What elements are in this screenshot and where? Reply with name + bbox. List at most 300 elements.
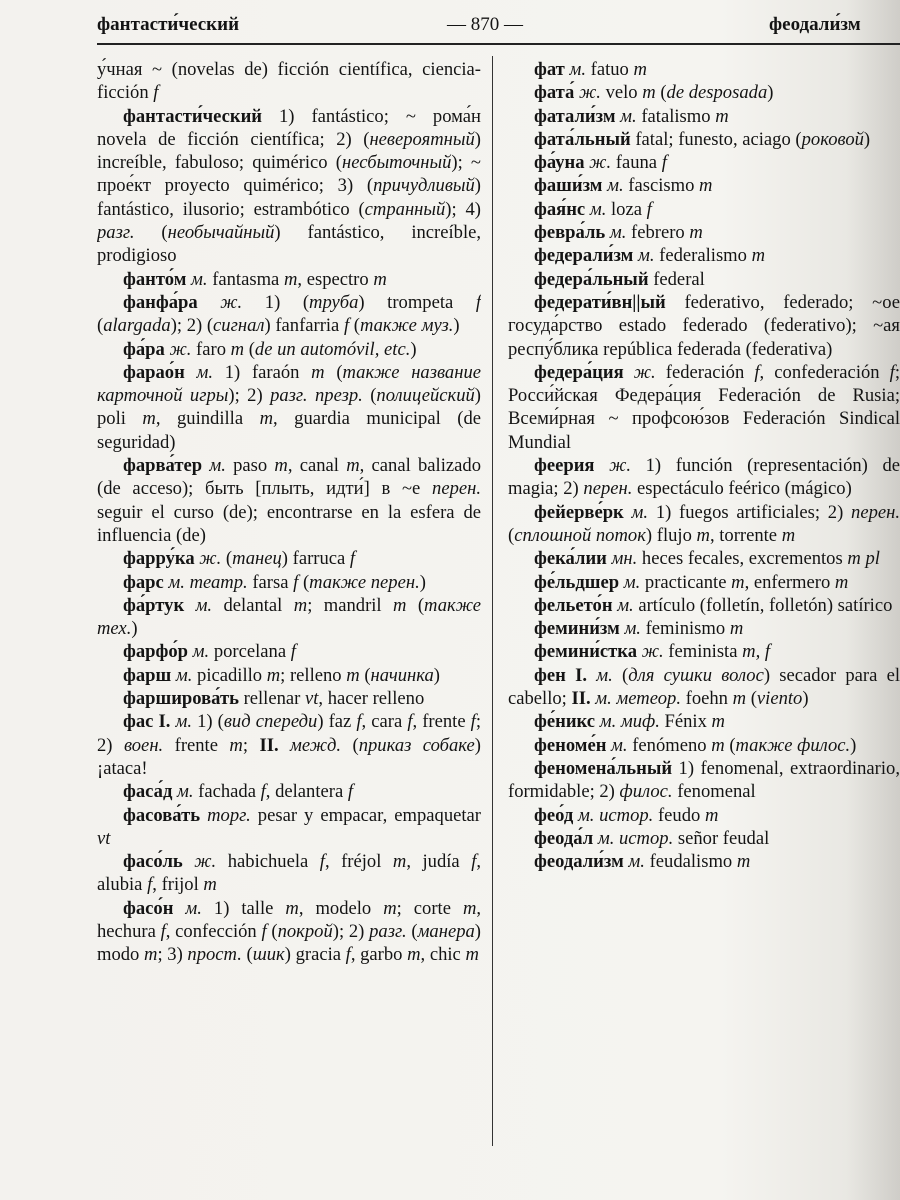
entry-label: м. (612, 594, 634, 616)
entry-label: перен. (851, 501, 900, 523)
entry-label: разг. презр. (270, 385, 363, 407)
entry-label: alargada (103, 315, 171, 337)
entry-label: f (646, 198, 652, 220)
entry-text: señor feudal (673, 827, 770, 849)
entry-text: ( (266, 920, 278, 942)
entry-label: м. метеор. (590, 688, 681, 710)
entry-text: fauna (611, 152, 662, 174)
entry-headword: фанто́м (123, 268, 187, 290)
dictionary-entry (508, 361, 900, 454)
entry-text: fascismo (623, 175, 700, 197)
right-column (508, 58, 900, 873)
entry-text: picadillo (192, 664, 267, 686)
entry-label: m (711, 711, 725, 733)
entry-label: m (266, 664, 281, 686)
entry-text: ) fanfarria (264, 315, 344, 337)
entry-label: m pl (847, 548, 880, 570)
entry-label: m (407, 944, 421, 966)
entry-text: ( (244, 338, 255, 360)
entry-headword: фео́д (534, 804, 574, 826)
entry-label: f (260, 781, 266, 803)
dictionary-entry (508, 804, 900, 827)
entry-text: 1) fenomenal, extraordinario, formidable; 2) (508, 757, 900, 803)
entry-text: ( (97, 315, 104, 337)
entry-label: m (689, 222, 703, 244)
entry-label: m (834, 571, 849, 593)
dictionary-entry (508, 664, 900, 711)
entry-label: мн. (606, 548, 638, 570)
entry-label: f (356, 711, 362, 733)
entry-text: 1) ( (242, 291, 310, 313)
entry-label: разг. (97, 222, 135, 244)
entry-text: ( (612, 664, 629, 686)
entry-text: ; mandril (307, 594, 393, 616)
dictionary-entry (508, 640, 900, 663)
entry-text: pesar y empacar, empaquetar (250, 804, 481, 826)
entry-text: ( (134, 222, 168, 244)
entry-text: espectáculo feérico (mágico) (632, 478, 852, 500)
entry-text: ) farruca (281, 548, 350, 570)
entry-text: , chic (420, 944, 466, 966)
entry-text: ); ~ прое́кт proyecto quimérico; 3) ( (97, 152, 481, 197)
entry-label: f (349, 548, 356, 570)
entry-label: m (642, 82, 656, 104)
entry-label: покрой (277, 920, 333, 942)
entry-headword: феномена́льный (534, 757, 673, 779)
entry-headword: фарш (123, 664, 172, 686)
entry-label: f (754, 361, 760, 383)
entry-text: seguir el curso (de); encontrarse en la esfera de influencia (de) (97, 501, 481, 546)
header-first-word: фантасти́ческий (97, 14, 240, 35)
entry-label: m (311, 361, 325, 383)
entry-text: у́чная ~ (novelas de) ficción científica, ciencia-ficción (97, 59, 481, 104)
dictionary-entry (97, 687, 481, 710)
entry-label: перен. (583, 478, 633, 500)
dictionary-entry (508, 547, 900, 570)
entry-label: m (699, 175, 713, 197)
entry-headword: феода́л (534, 827, 594, 849)
entry-text: 1) fuegos artificiales; 2) (648, 501, 852, 523)
entry-label: m (715, 105, 729, 127)
entry-label: полицейский (376, 385, 475, 407)
entry-text: ( (655, 82, 667, 104)
dictionary-entry (508, 617, 900, 640)
entry-label: труба (309, 291, 359, 313)
entry-label: vt (97, 827, 111, 849)
entry-label: прост. (187, 944, 242, 966)
entry-text: , hechura (97, 897, 481, 942)
entry-text: 1) faraón (213, 361, 312, 383)
entry-text: fantasma (207, 268, 284, 290)
entry-headword: фа́уна (534, 152, 585, 174)
dictionary-entry (508, 268, 900, 291)
entry-text: ; corte (396, 897, 463, 919)
entry-text: , modelo (298, 897, 384, 919)
entry-text: ) secador para el cabello; (508, 664, 900, 710)
header-rule (97, 43, 900, 45)
entry-headword: федерали́зм (534, 245, 634, 267)
entry-label: м. театр. (163, 571, 248, 593)
entry-label: ж. (584, 152, 612, 174)
entry-label: м. (586, 664, 613, 686)
entry-text: ) (802, 688, 809, 710)
entry-text: ( (324, 361, 343, 383)
entry-text: frente (163, 734, 230, 756)
dictionary-entry (508, 221, 900, 244)
entry-text: ( (221, 548, 233, 570)
entry-text: ) (131, 618, 138, 640)
entry-label: f (290, 641, 296, 663)
entry-headword: федера́льный (534, 268, 649, 290)
entry-label: ж. (574, 82, 601, 104)
entry-headword: федерати́вн||ый (534, 291, 666, 313)
entry-headword: фарва́тер (123, 455, 203, 477)
entry-text: , judía (406, 851, 472, 873)
entry-headword: фека́лии (534, 548, 607, 570)
entry-label: m (633, 59, 647, 80)
running-header (97, 14, 900, 40)
entry-text: , hacer relleno (318, 688, 425, 710)
entry-label: филос. (619, 781, 673, 803)
entry-label: ж. (623, 361, 656, 383)
dictionary-entry (97, 640, 481, 663)
dictionary-entry (508, 734, 900, 757)
entry-text: artículo (folletín, folletón) satírico (633, 594, 893, 616)
entry-text: ; 2) (97, 711, 481, 756)
entry-text: delantal (212, 594, 294, 616)
entry-label: невероятный (369, 128, 475, 150)
entry-label: м. (605, 222, 627, 244)
entry-label: m (293, 594, 308, 616)
entry-label: причудливый (373, 175, 475, 197)
entry-label: м. (171, 664, 193, 686)
entry-text: ) ¡ataca! (97, 734, 481, 779)
entry-label: f (261, 920, 267, 942)
page-number: — 870 — (447, 14, 523, 35)
entry-label: f (153, 82, 159, 104)
entry-text: fachada (193, 781, 261, 803)
entry-label: m (285, 897, 299, 919)
dictionary-entry (97, 594, 481, 641)
entry-label: также филос. (735, 734, 851, 756)
dictionary-entry (508, 58, 900, 81)
dictionary-entry (97, 454, 481, 547)
dictionary-entry (97, 361, 481, 454)
dictionary-entry (508, 454, 900, 501)
entry-text: practicante (640, 571, 732, 593)
entry-label: м. (172, 781, 194, 803)
entry-headword: фасо́н (123, 897, 174, 919)
entry-text: heces fecales, excrementos (637, 548, 848, 570)
entry-text: , delantera (265, 781, 348, 803)
dictionary-entry (97, 105, 481, 268)
entry-text: foehn (681, 688, 733, 710)
entry-text: ; 3) (157, 944, 188, 966)
entry-text: , frente (412, 711, 471, 733)
dictionary-entry (97, 850, 481, 897)
entry-label: м. (619, 618, 641, 640)
entry-text: febrero (626, 222, 690, 244)
entry-label: m (229, 734, 243, 756)
right-column-content (508, 58, 900, 873)
entry-text: ; relleno (280, 664, 347, 686)
dictionary-entry (97, 897, 481, 967)
entry-label: перен. (432, 478, 481, 500)
entry-label: приказ собаке (358, 734, 475, 756)
entry-label: ж. (194, 548, 222, 570)
entry-text: ) (410, 338, 417, 360)
entry-headword: фанфа́ра (123, 291, 198, 313)
entry-label: ж. (182, 851, 217, 873)
entry-headword: фаса́д (123, 781, 173, 803)
entry-label: m (283, 268, 298, 290)
dictionary-entry (508, 827, 900, 850)
entry-label: f (293, 571, 299, 593)
entry-label: м. (184, 361, 214, 383)
entry-label: разг. (369, 920, 407, 942)
entry-label: шик (252, 944, 285, 966)
entry-label: сплошной поток (514, 524, 646, 546)
entry-text: ) flujo (645, 524, 697, 546)
entry-text: ) (863, 128, 871, 150)
entry-label: несбыточный (341, 152, 452, 174)
entry-label: м. (602, 175, 624, 197)
header-last-word: феодали́зм (769, 14, 861, 35)
dictionary-entry (97, 338, 481, 361)
dictionary-entry (97, 780, 481, 803)
entry-text: paso (225, 455, 275, 477)
entry-label: viento (756, 688, 803, 710)
entry-headword: фас I. (123, 711, 171, 733)
entry-label: m (203, 874, 217, 896)
entry-headword: февра́ль (534, 222, 606, 244)
entry-text: ) fantástico, increíble, prodigioso (97, 222, 481, 267)
dictionary-entry (508, 850, 900, 873)
entry-text: ( (746, 688, 757, 710)
entry-label: также тех. (97, 594, 481, 640)
entry-headword: фе́никс (534, 711, 596, 733)
entry-text: ( (508, 524, 515, 546)
entry-text: faro (191, 338, 231, 360)
entry-text: , canal (287, 455, 347, 477)
dictionary-entry (508, 81, 900, 104)
entry-label: vt (305, 688, 319, 710)
entry-label: ж. (164, 338, 192, 360)
dictionary-entry (97, 268, 481, 291)
entry-label: манера (417, 920, 475, 942)
entry-text: rellenar (238, 688, 305, 710)
entry-text: 1) fantástico; ~ рома́н novela de ficción científica; 2) ( (97, 105, 481, 150)
entry-text: ) poli (97, 385, 481, 430)
entry-label: f (345, 944, 351, 966)
entry-label: f (319, 851, 325, 873)
entry-text: , canal balizado (de acceso); быть [плыть, идти́] в ~е (97, 455, 481, 500)
entry-headword: фемини́зм (534, 618, 620, 640)
entry-headword: фаши́зм (534, 175, 603, 197)
entry-label: необычайный (167, 222, 275, 244)
entry-label: m (393, 594, 407, 616)
entry-text: ) (433, 664, 440, 686)
dictionary-entry (508, 501, 900, 548)
entry-label: de un automóvil, etc. (254, 338, 411, 360)
entry-text: , confederación (759, 361, 890, 383)
dictionary-entry (97, 291, 481, 338)
entry-headword: федера́ция (534, 361, 624, 383)
entry-text: ( (241, 944, 253, 966)
entry-headword: фата́льный (534, 128, 631, 150)
entry-headword: фемини́стка (534, 641, 638, 663)
entry-label: m (259, 408, 274, 430)
entry-text: , espectro (297, 268, 374, 290)
entry-headword: фарфо́р (123, 641, 189, 663)
entry-label: м. (619, 571, 641, 593)
entry-headword: фа́ра (123, 338, 165, 360)
entry-text: , guindilla (155, 408, 260, 430)
entry-label: м. истор. (573, 804, 654, 826)
entry-label: m (751, 245, 766, 267)
dictionary-entry (97, 804, 481, 851)
entry-text: fenómeno (627, 734, 712, 756)
entry-headword: феерия (534, 455, 595, 477)
entry-text: 1) función (representación) de magia; 2) (508, 455, 900, 500)
dictionary-entry (97, 664, 481, 687)
entry-text: federación (655, 361, 755, 383)
entry-text: ; (242, 734, 260, 756)
entry-label: роковой (801, 128, 864, 150)
entry-headword: фейерве́рк (534, 501, 624, 523)
entry-text: federal (648, 268, 705, 290)
entry-headword: фатали́зм (534, 105, 616, 127)
entry-label: странный (364, 198, 446, 220)
entry-label: f (343, 315, 350, 337)
entry-text: ) faz (317, 711, 357, 733)
entry-label: м. (623, 501, 649, 523)
entry-headword: фасо́ль (123, 851, 183, 873)
entry-text: ); 2) (332, 920, 370, 942)
dictionary-entry (97, 58, 481, 105)
entry-text: ) (453, 315, 460, 337)
entry-text: ) modo (97, 920, 481, 966)
entry-text: , confección (165, 920, 262, 942)
entry-headword: фая́нс (534, 198, 586, 220)
entry-label: m (346, 455, 360, 477)
entry-label: f (661, 152, 667, 174)
entry-text: federativo, federado; ~ое госуда́рство estado federado (federativo); ~ая респу́блика república federada (federativa) (508, 291, 900, 360)
entry-label: сигнал (213, 315, 265, 337)
entry-label: f (407, 711, 413, 733)
entry-label: m, f (742, 641, 771, 663)
entry-label: межд. (278, 734, 342, 756)
entry-label: de desposada (666, 82, 768, 104)
entry-label: ж. (637, 641, 664, 663)
entry-text: ) (767, 82, 774, 104)
entry-text: porcelana (209, 641, 291, 663)
entry-text: loza (606, 198, 647, 220)
entry-label: воен. (123, 734, 164, 756)
column-divider (492, 56, 493, 1146)
entry-label: начинка (370, 664, 434, 686)
dictionary-entry (508, 128, 900, 151)
entry-label: м. (184, 594, 213, 616)
entry-text: fatal; funesto, aciago ( (630, 128, 802, 150)
entry-text: ( (298, 571, 310, 593)
entry-text: ( (724, 734, 736, 756)
entry-label: m (465, 944, 479, 966)
entry-headword: фа́ртук (123, 594, 185, 616)
entry-label: м. (188, 641, 210, 663)
dictionary-entry (97, 571, 481, 594)
entry-text: ( (406, 594, 425, 616)
entry-text: federalismo (654, 245, 752, 267)
entry-label: ж. (197, 291, 243, 313)
entry-label: m (346, 664, 360, 686)
entry-text: , alubia (97, 851, 481, 896)
entry-text: velo (600, 82, 643, 104)
entry-headword: фат (534, 59, 565, 80)
dictionary-entry (508, 105, 900, 128)
entry-label: м. (173, 897, 202, 919)
entry-label: м. истор. (593, 827, 674, 849)
entry-text: farsa (247, 571, 294, 593)
entry-label: m (711, 734, 725, 756)
entry-label: торг. (200, 804, 251, 826)
entry-text: ); 2) (228, 385, 271, 407)
entry-label: также муз. (359, 315, 454, 337)
entry-headword: фе́льдшер (534, 571, 620, 593)
entry-headword: фасова́ть (123, 804, 201, 826)
entry-label: m (373, 268, 387, 290)
entry-headword: фарао́н (123, 361, 185, 383)
dictionary-entry (97, 710, 481, 780)
entry-label: m (781, 524, 796, 546)
entry-label: m (144, 944, 158, 966)
entry-label: f (147, 874, 153, 896)
entry-label: f (889, 361, 895, 383)
entry-text: feminismo (640, 618, 730, 640)
entry-label: м. (564, 59, 586, 80)
entry-label: м. (633, 245, 655, 267)
entry-headword: фарширова́ть (123, 688, 239, 710)
dictionary-entry (508, 244, 900, 267)
entry-label: m (462, 897, 477, 919)
entry-text: , torrente (709, 524, 782, 546)
entry-text: ); 4) (445, 198, 481, 220)
entry-label: танец (232, 548, 282, 570)
entry-text: ) gracia (284, 944, 346, 966)
entry-headword: фантасти́ческий (123, 105, 262, 127)
entry-label: м. (186, 268, 208, 290)
entry-headword: фарру́ка (123, 548, 195, 570)
entry-text: ; Росси́йская Федера́ция Federación de Rusia; Всеми́рная ~ профсою́зов Federación Sindical Mundial (508, 361, 900, 453)
entry-label: m (732, 688, 747, 710)
entry-label: также перен. (309, 571, 420, 593)
entry-label: м. (623, 851, 645, 873)
dictionary-entry (508, 151, 900, 174)
entry-label: m (729, 618, 744, 640)
entry-text: ) (419, 571, 426, 593)
left-column (97, 58, 481, 967)
entry-text: , guardia municipal (de seguridad) (97, 408, 481, 453)
entry-text: ( (362, 385, 377, 407)
entry-label: ж. (594, 455, 632, 477)
entry-label: m (696, 524, 710, 546)
entry-label: m (392, 851, 407, 873)
entry-text: fenomenal (672, 781, 756, 803)
dictionary-entry (508, 198, 900, 221)
entry-headword: II. (571, 688, 591, 710)
dictionary-entry (508, 757, 900, 804)
entry-text: habichuela (216, 851, 320, 873)
